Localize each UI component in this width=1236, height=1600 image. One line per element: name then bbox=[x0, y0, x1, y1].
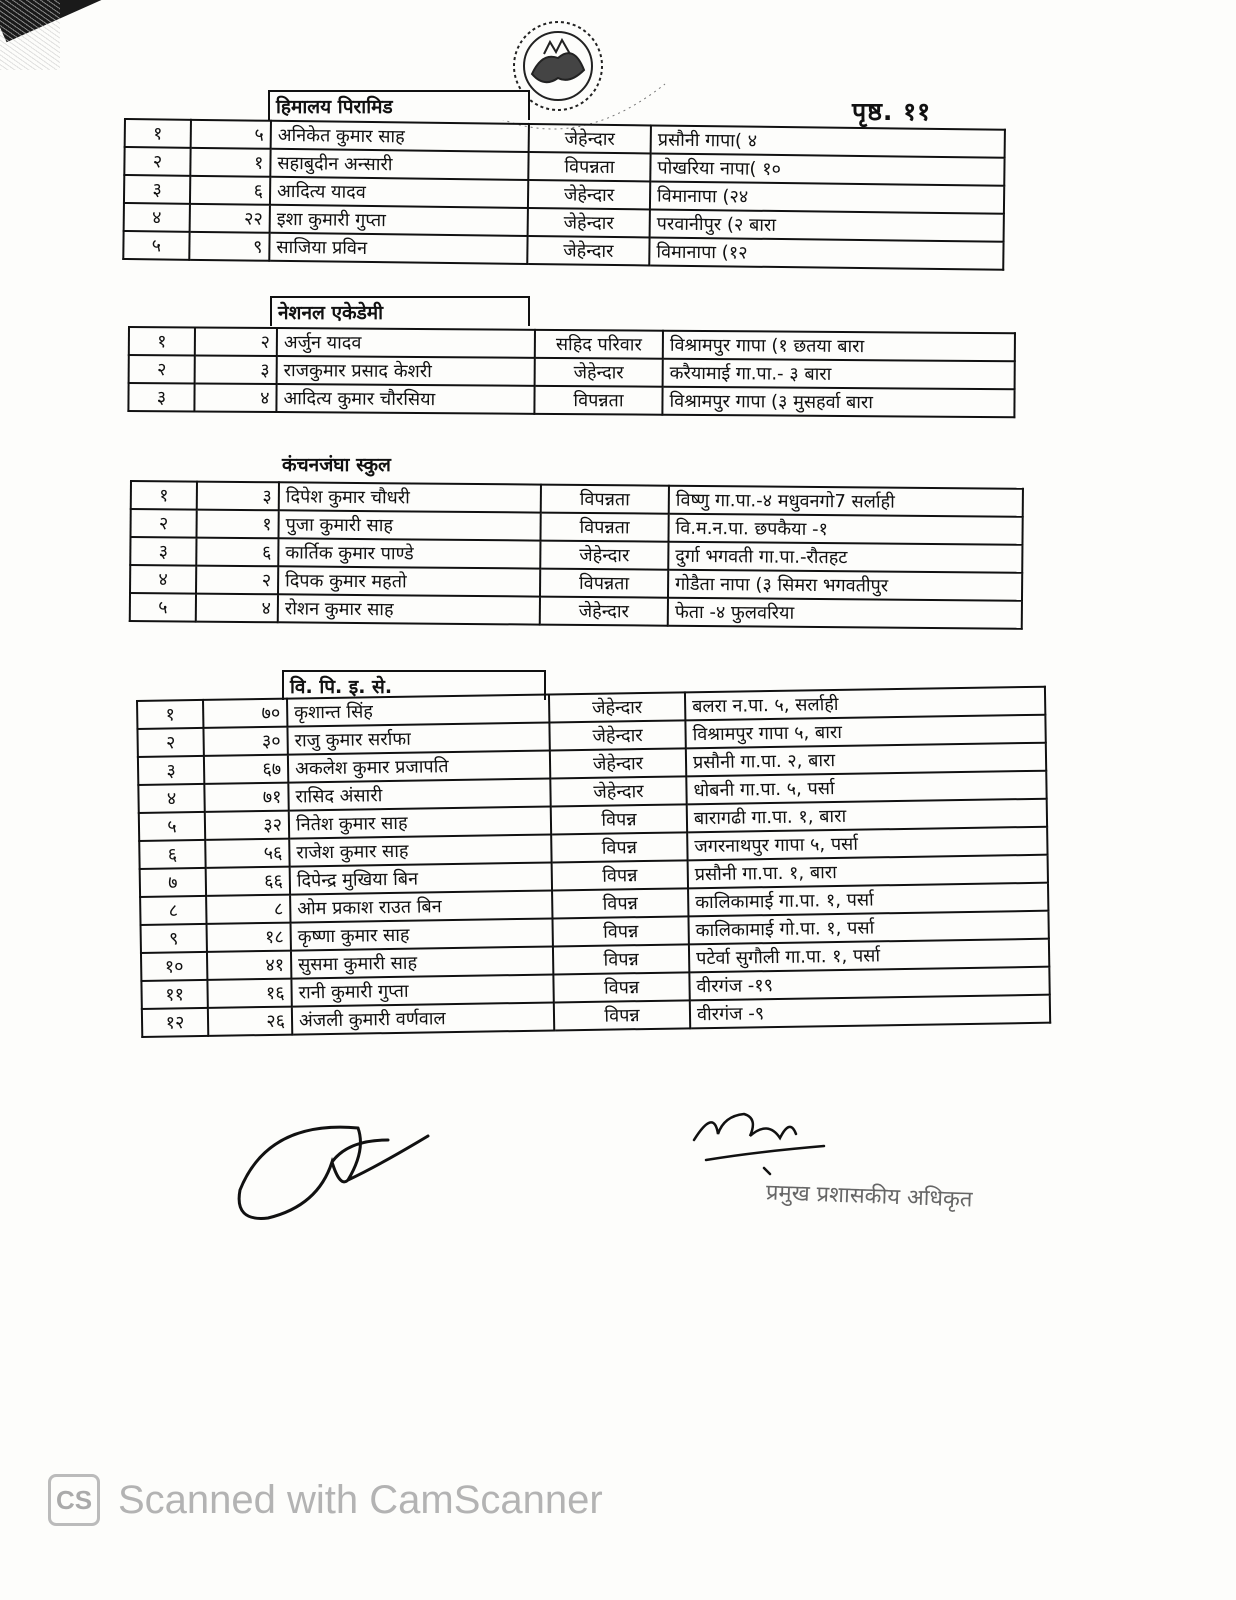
serial-number: २ bbox=[129, 355, 195, 383]
serial-number: ८ bbox=[140, 896, 206, 925]
address: प्रसौनी गापा( ४ bbox=[651, 125, 1005, 157]
student-name: दिपेन्द्र मुखिया बिन bbox=[290, 862, 552, 894]
student-name: आदित्य यादव bbox=[270, 177, 528, 208]
address: जगरनाथपुर गापा ५, पर्सा bbox=[687, 827, 1047, 861]
student-name: दिपक कुमार महतो bbox=[278, 566, 540, 596]
student-name: नितेश कुमार साह bbox=[289, 806, 551, 838]
category: विपन्नता bbox=[541, 485, 669, 514]
roll-number: ६ bbox=[196, 538, 278, 567]
student-name: पुजा कुमारी साह bbox=[278, 510, 540, 540]
category: विपन्न bbox=[553, 944, 689, 974]
student-name: साजिया प्रविन bbox=[269, 233, 527, 264]
roll-number: ५६ bbox=[205, 839, 289, 868]
serial-number: ३ bbox=[124, 175, 190, 204]
student-name: ओम प्रकाश राउत बिन bbox=[290, 890, 552, 922]
roster-table bbox=[127, 326, 1016, 418]
school-heading: नेशनल एकेडेमी bbox=[270, 296, 530, 326]
student-name: रानी कुमारी गुप्ता bbox=[291, 974, 553, 1006]
address: बलरा न.पा. ५, सर्लाही bbox=[685, 687, 1045, 721]
school-heading: कंचनजंघा स्कुल bbox=[282, 454, 391, 476]
address: धोबनी गा.पा. ५, पर्सा bbox=[686, 771, 1046, 805]
serial-number: १ bbox=[131, 481, 197, 510]
category: विपन्न bbox=[552, 888, 688, 918]
roll-number: ६६ bbox=[206, 867, 290, 896]
roster-table bbox=[122, 118, 1006, 271]
roll-number: १८ bbox=[207, 923, 291, 952]
officer-title: प्रमुख प्रशासकीय अधिकृत bbox=[765, 1180, 973, 1213]
category: विपन्नता bbox=[540, 513, 668, 542]
address: विष्णु गा.पा.-४ मधुवनगो7 सर्लाही bbox=[669, 486, 1023, 517]
address: पटेर्वा सुगौली गा.पा. १, पर्सा bbox=[689, 939, 1049, 973]
roll-number: ४ bbox=[194, 383, 276, 412]
roll-number: ७० bbox=[203, 699, 287, 728]
student-name: राजेश कुमार साह bbox=[289, 834, 551, 866]
student-name: अंजली कुमारी वर्णवाल bbox=[292, 1002, 554, 1034]
serial-number: ४ bbox=[124, 203, 190, 232]
roll-number: ३ bbox=[195, 355, 277, 384]
category: विपन्न bbox=[554, 1000, 690, 1030]
serial-number: ४ bbox=[138, 784, 204, 813]
roll-number: ४ bbox=[196, 594, 278, 623]
category: जेहेन्दार bbox=[528, 208, 650, 237]
serial-number: ९ bbox=[141, 924, 207, 953]
category: जेहेन्दार bbox=[535, 358, 663, 387]
category: जेहेन्दार bbox=[549, 692, 685, 722]
page-reference: पृष्ठ. ११ bbox=[852, 97, 932, 126]
roll-number: १ bbox=[190, 148, 270, 177]
address: वि.म.न.पा. छपकैया -१ bbox=[668, 514, 1022, 545]
student-name: कृष्णा कुमार साह bbox=[291, 918, 553, 950]
scan-corner-speckle bbox=[0, 0, 60, 70]
roll-number: ८ bbox=[206, 895, 290, 924]
student-name: दिपेश कुमार चौधरी bbox=[279, 482, 541, 512]
camscanner-watermark bbox=[48, 1470, 603, 1530]
serial-number: ११ bbox=[141, 980, 207, 1009]
address: दुर्गा भगवती गा.पा.-रौतहट bbox=[668, 542, 1022, 573]
address: बारागढी गा.पा. १, बारा bbox=[687, 799, 1047, 833]
category: जेहेन्दार bbox=[529, 124, 651, 153]
address: विश्रामपुर गापा (१ छतया बारा bbox=[663, 331, 1015, 361]
address: गोडैता नापा (३ सिमरा भगवतीपुर bbox=[668, 570, 1022, 601]
serial-number: ७ bbox=[140, 868, 206, 897]
serial-number: ३ bbox=[130, 537, 196, 566]
student-name: अर्जुन यादव bbox=[277, 328, 535, 358]
camscanner-logo-icon: CS bbox=[48, 1474, 100, 1526]
roll-number: २२ bbox=[190, 204, 270, 233]
address: प्रसौनी गा.पा. २, बारा bbox=[686, 743, 1046, 777]
serial-number: २ bbox=[124, 147, 190, 176]
address: विमानापा (१२ bbox=[649, 237, 1003, 269]
category: सहिद परिवार bbox=[535, 330, 663, 359]
roll-number: ३ bbox=[197, 482, 279, 511]
student-name: सुसमा कुमारी साह bbox=[291, 946, 553, 978]
student-name: इशा कुमारी गुप्ता bbox=[270, 205, 528, 236]
left-signature bbox=[228, 1110, 438, 1230]
student-name: कार्तिक कुमार पाण्डे bbox=[278, 538, 540, 568]
serial-number: १० bbox=[141, 952, 207, 981]
right-signature bbox=[684, 1098, 834, 1188]
serial-number: १ bbox=[129, 327, 195, 355]
category: जेहेन्दार bbox=[549, 720, 685, 750]
roll-number: २ bbox=[195, 327, 277, 356]
category: विपन्न bbox=[551, 804, 687, 834]
category: जेहेन्दार bbox=[540, 597, 668, 626]
roll-number: ५ bbox=[191, 120, 271, 149]
category: विपन्न bbox=[551, 832, 687, 862]
address: विश्रामपुर गापा (३ मुसहर्वा बारा bbox=[662, 387, 1014, 417]
roll-number: ७१ bbox=[204, 783, 288, 812]
roll-number: २६ bbox=[208, 1007, 292, 1036]
student-name: रासिद अंसारी bbox=[288, 779, 550, 811]
category: जेहेन्दार bbox=[540, 541, 668, 570]
roll-number: ६७ bbox=[204, 755, 288, 784]
serial-number: ३ bbox=[138, 756, 204, 785]
roll-number: ३२ bbox=[205, 811, 289, 840]
roster-table bbox=[136, 686, 1051, 1038]
address: वीरगंज -९ bbox=[690, 995, 1050, 1029]
serial-number: २ bbox=[137, 728, 203, 757]
serial-number: ३ bbox=[128, 383, 194, 411]
student-name: राजकुमार प्रसाद केशरी bbox=[277, 356, 535, 386]
address: कालिकामाई गा.पा. १, पर्सा bbox=[688, 883, 1048, 917]
student-name: रोशन कुमार साह bbox=[278, 594, 540, 624]
serial-number: १ bbox=[137, 700, 203, 729]
address: करैयामाई गा.पा.- ३ बारा bbox=[663, 359, 1015, 389]
category: विपन्न bbox=[553, 972, 689, 1002]
student-name: अकलेश कुमार प्रजापति bbox=[288, 751, 550, 783]
serial-number: ५ bbox=[130, 593, 196, 622]
serial-number: ४ bbox=[130, 565, 196, 594]
student-name: कृशान्त सिंह bbox=[287, 695, 549, 727]
category: विपन्न bbox=[552, 916, 688, 946]
category: जेहेन्दार bbox=[550, 776, 686, 806]
school-heading: हिमालय पिरामिड bbox=[268, 90, 530, 120]
address: प्रसौनी गा.पा. १, बारा bbox=[688, 855, 1048, 889]
roll-number: १ bbox=[197, 510, 279, 539]
school-heading: वि. पि. इ. से. bbox=[282, 670, 546, 700]
category: विपन्नता bbox=[528, 152, 650, 181]
category: विपन्नता bbox=[540, 569, 668, 598]
serial-number: ६ bbox=[139, 840, 205, 869]
roll-number: ३० bbox=[203, 727, 287, 756]
table-row bbox=[128, 383, 1014, 417]
roll-number: ६ bbox=[190, 176, 270, 205]
roll-number: ४१ bbox=[207, 951, 291, 980]
student-name: सहाबुदीन अन्सारी bbox=[270, 149, 528, 180]
roll-number: ९ bbox=[189, 232, 269, 261]
category: जेहेन्दार bbox=[550, 748, 686, 778]
student-name: आदित्य कुमार चौरसिया bbox=[276, 384, 534, 414]
address: परवानीपुर (२ बारा bbox=[650, 209, 1004, 241]
address: विश्रामपुर गापा ५, बारा bbox=[685, 715, 1045, 749]
serial-number: १ bbox=[125, 119, 191, 148]
category: जेहेन्दार bbox=[527, 236, 649, 265]
student-name: राजु कुमार सर्राफा bbox=[287, 723, 549, 755]
serial-number: २ bbox=[131, 509, 197, 538]
category: विपन्न bbox=[552, 860, 688, 890]
address: कालिकामाई गो.पा. १, पर्सा bbox=[688, 911, 1048, 945]
camscanner-text: Scanned with CamScanner bbox=[118, 1477, 603, 1522]
roll-number: १६ bbox=[207, 979, 291, 1008]
serial-number: १२ bbox=[142, 1008, 208, 1037]
address: विमानापा (२४ bbox=[650, 181, 1004, 213]
roll-number: २ bbox=[196, 566, 278, 595]
address: वीरगंज -१९ bbox=[689, 967, 1049, 1001]
address: पोखरिया नापा( १० bbox=[650, 153, 1004, 185]
roster-table bbox=[129, 480, 1024, 630]
serial-number: ५ bbox=[123, 231, 189, 260]
student-name: अनिकेत कुमार साह bbox=[271, 121, 529, 152]
category: विपन्नता bbox=[534, 386, 662, 415]
serial-number: ५ bbox=[139, 812, 205, 841]
address: फेता -४ फुलवरिया bbox=[668, 598, 1022, 629]
category: जेहेन्दार bbox=[528, 180, 650, 209]
